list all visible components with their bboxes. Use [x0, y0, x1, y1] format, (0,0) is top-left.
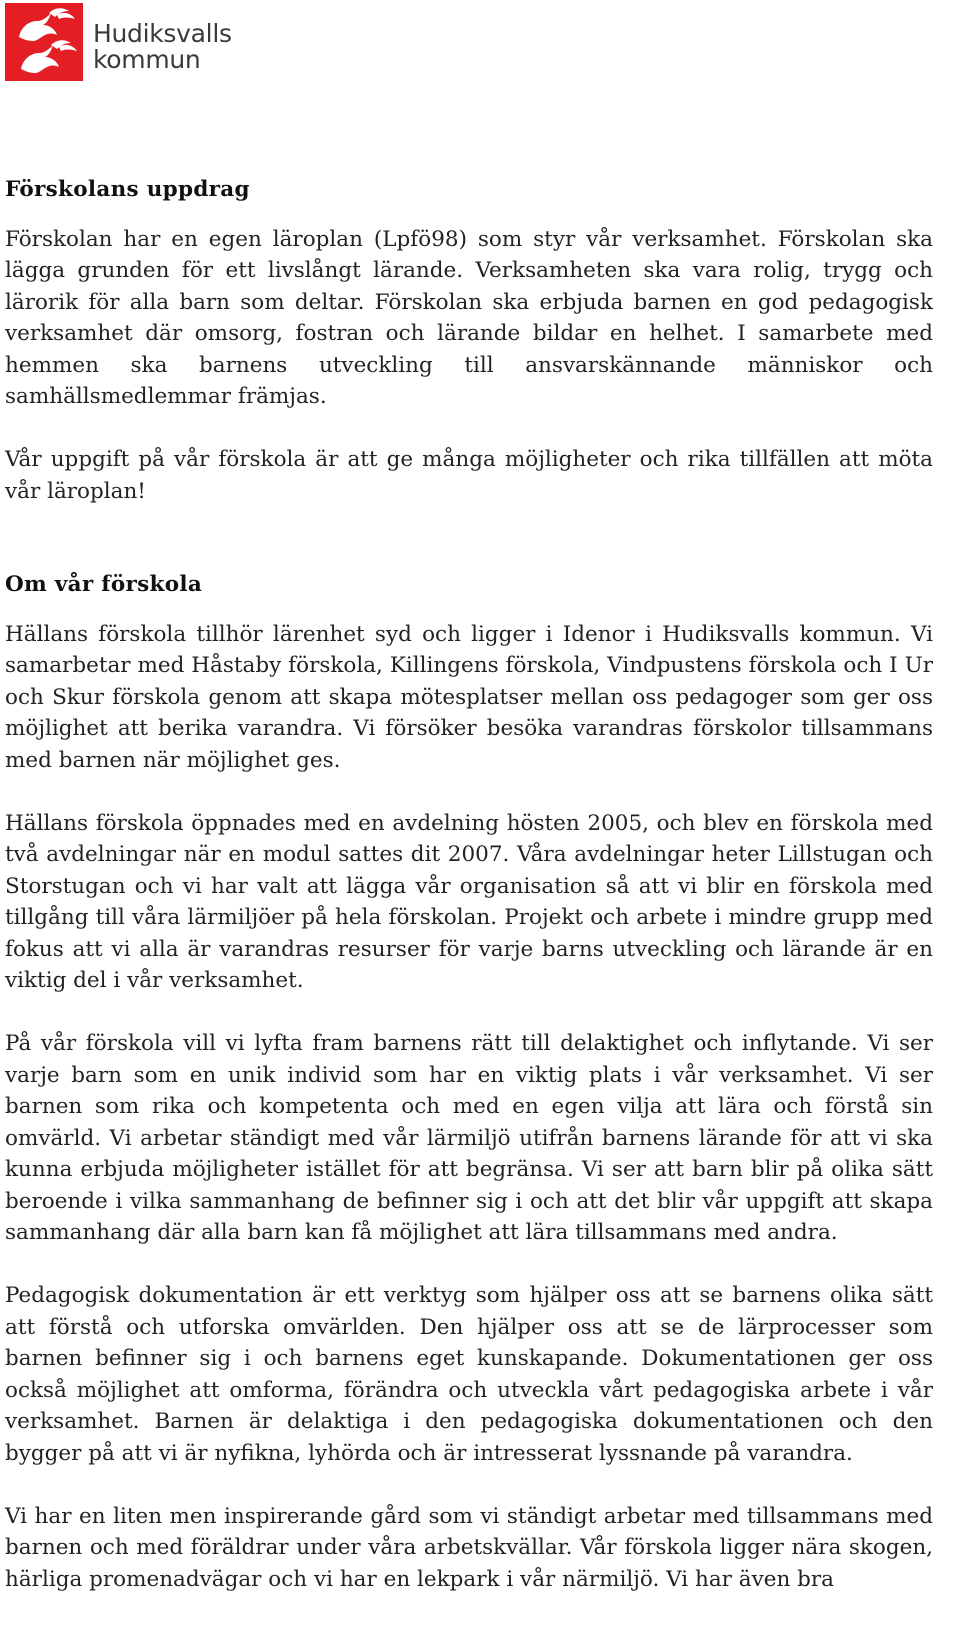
paragraph: På vår förskola vill vi lyfta fram barnens rätt till delaktighet och inflytande. Vi ser varje barn som en unik individ som har en viktig plats i vår verksamhet. Vi ser barnen som rika och kompetenta och med en egen vilja att lära och förstå sin omvärld. Vi arbetar ständigt med vår lärmiljö utifrån barnens lärande för att vi ska kunna erbjuda möjligheter istället för att begränsa. Vi ser att barn blir på olika sätt beroende i vilka sammanhang de befinner sig i och att det blir vår uppgift att skapa sammanhang där alla barn kan få möjlighet att lära tillsammans med andra.	[5, 1031, 933, 1245]
paragraph: Förskolan har en egen läroplan (Lpfö98) som styr vår verksamhet. Förskolan ska lägga grunden för ett livslångt lärande. Verksamheten ska vara rolig, trygg och lärorik för alla barn som deltar. Förskolan ska erbjuda barnen en god pedagogisk verksamhet där omsorg, fostran och lärande bildar en helhet. I samarbete med hemmen ska barnens utveckling till ansvarskännande människor och samhällsmedlemmar främjas.	[5, 226, 933, 409]
logo-wordmark	[93, 21, 232, 73]
section-heading-om-forskolan: Om vår förskola	[5, 572, 203, 597]
logo-line-1: Hudiksvalls	[93, 19, 232, 48]
logo-line-2: kommun	[93, 45, 201, 74]
goat-emblem-icon	[5, 3, 83, 81]
document-body	[5, 174, 933, 1627]
paragraph: Vår uppgift på vår förskola är att ge många möjligheter och rika tillfällen att möta vår läroplan!	[5, 447, 933, 504]
paragraph: Hällans förskola öppnades med en avdelning hösten 2005, och blev en förskola med två avdelningar när en modul sattes dit 2007. Våra avdelningar heter Lillstugan och Storstugan och vi har valt att lägga vår organisation så att vi blir en förskola med tillgång till våra lärmiljöer på hela förskolan. Projekt och arbete i mindre grupp med fokus att vi alla är varandras resurser för varje barns utveckling och lärande är en viktig del i vår verksamhet.	[5, 810, 933, 993]
paragraph: Pedagogisk dokumentation är ett verktyg som hjälper oss att se barnens olika sätt att förstå och utforska omvärlden. Den hjälper oss att se de lärprocesser som barnen befinner sig i och barnens eget kunskapande. Dokumentationen ger oss också möjlighet att omforma, förändra och utveckla vårt pedagogiska arbete i vår verksamhet. Barnen är delaktiga i den pedagogiska dokumentationen och den bygger på att vi är nyfikna, lyhörda och är intresserat lyssnande på varandra.	[5, 1283, 933, 1466]
municipality-logo	[5, 3, 250, 81]
paragraph: Vi har en liten men inspirerande gård som vi ständigt arbetar med tillsammans med barnen och med föräldrar under våra arbetskvällar. Vår förskola ligger nära skogen, härliga promenadvägar och vi har en lekpark i vår närmiljö. Vi har även bra	[5, 1503, 933, 1592]
section-heading-uppdrag: Förskolans uppdrag	[5, 177, 250, 202]
paragraph: Hällans förskola tillhör lärenhet syd och ligger i Idenor i Hudiksvalls kommun. Vi samarbetar med Håstaby förskola, Killingens förskola, Vindpustens förskola och I Ur och Skur förskola genom att skapa mötesplatser mellan oss pedagoger som ger oss möjlighet att berika varandra. Vi försöker besöka varandras förskolor tillsammans med barnen när möjlighet ges.	[5, 621, 933, 773]
